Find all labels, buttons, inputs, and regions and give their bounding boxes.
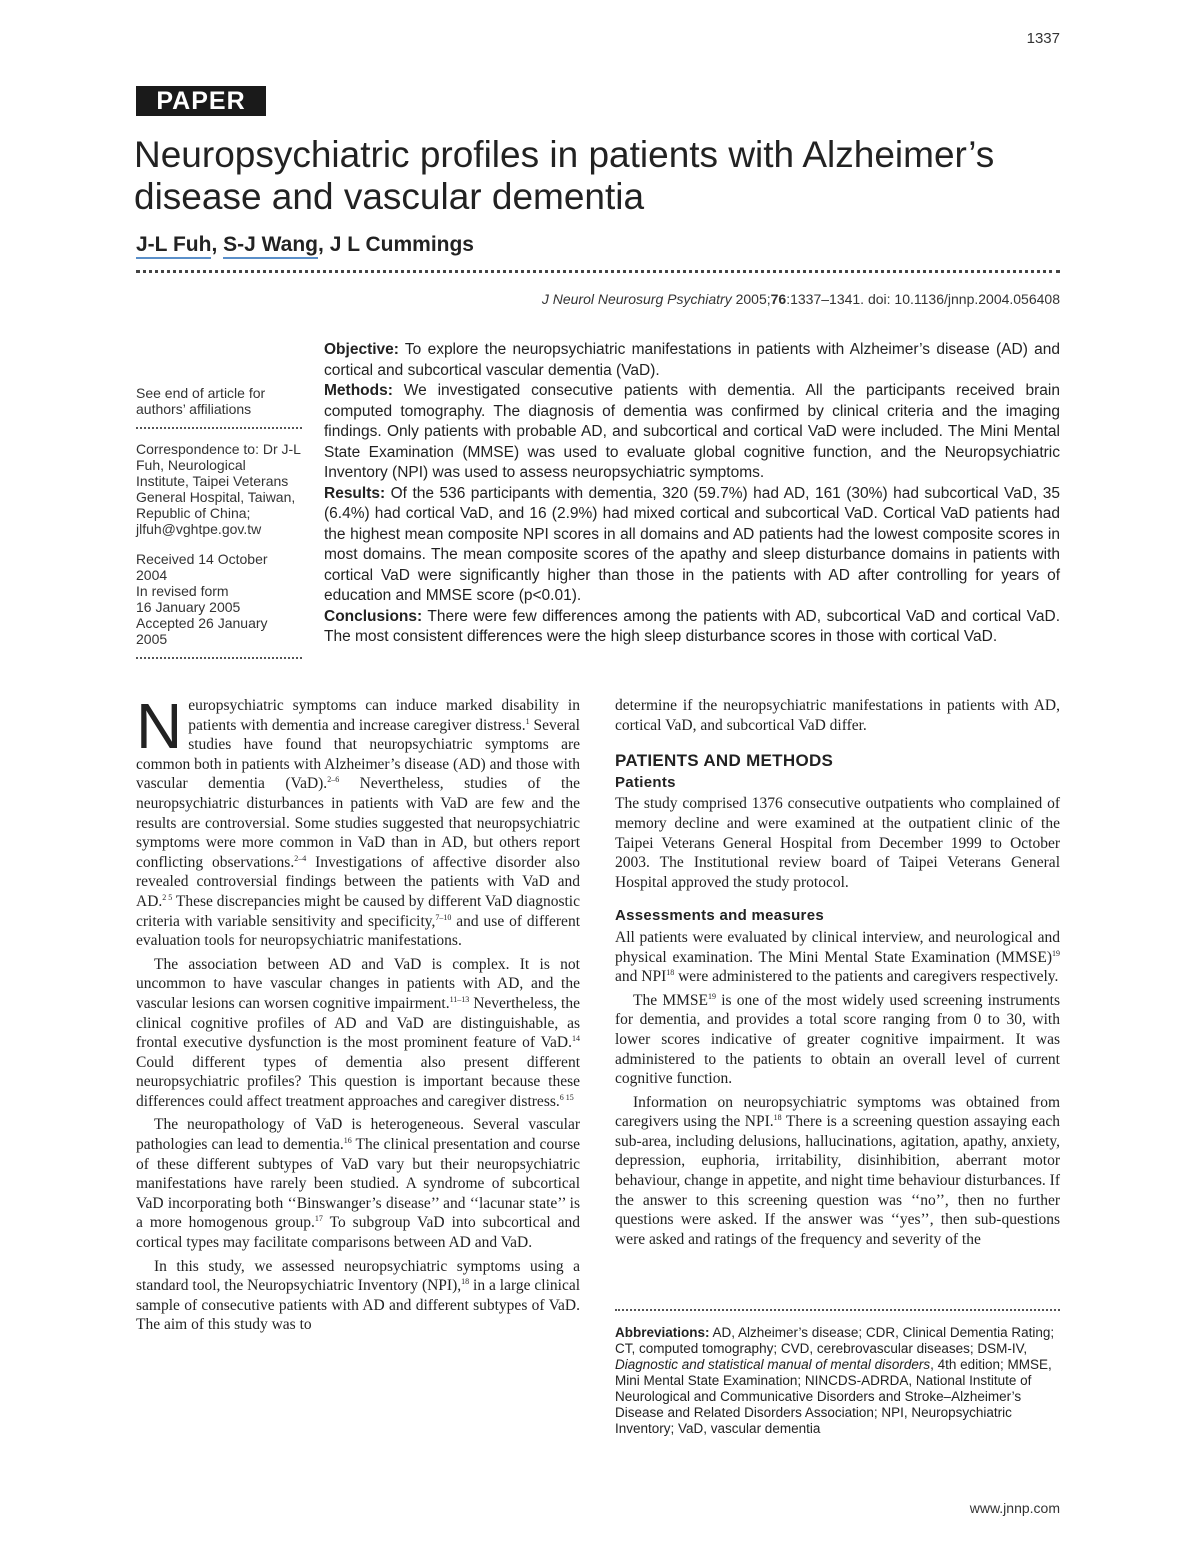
reference-marker: 19: [1052, 948, 1060, 958]
body-paragraph: The study comprised 1376 consecutive outpatients who complained of memory decline and were examined at the outpatient clinic of the Taipei Veterans General Hospital from December 1999 to October 2003. The Institutional review board of Taipei Veterans General Hospital approved the study protocol.: [615, 795, 1060, 891]
body-paragraph: [136, 1257, 580, 1335]
abbreviations-box: [615, 1325, 1060, 1437]
body-paragraph: [136, 955, 580, 1112]
body-column-right: [615, 696, 1060, 1253]
accepted-date: Accepted 26 January 2005: [136, 615, 268, 647]
drop-cap: N: [136, 690, 183, 762]
title-divider: [136, 270, 1060, 273]
reference-marker: 2 5: [162, 892, 173, 902]
text-run: These discrepancies might be caused by different VaD diagnostic criteria with variable sensitivity and specificity,: [136, 892, 580, 930]
section-heading: PATIENTS AND METHODS: [615, 751, 834, 771]
body-paragraph: [136, 1115, 580, 1252]
reference-marker: 18: [666, 967, 675, 977]
page-number: 1337: [1026, 30, 1060, 47]
sidebar: [136, 385, 302, 671]
body-paragraph: [615, 1093, 1060, 1250]
sidebar-divider: [136, 427, 302, 429]
reference-marker: 17: [314, 1214, 323, 1224]
author-separator: ,: [318, 233, 330, 256]
revised-date: 16 January 2005: [136, 599, 241, 615]
body-paragraph: determine if the neuropsychiatric manifestations in patients with AD, cortical VaD, and subcortical VaD differ.: [615, 697, 1060, 734]
author-list: [136, 233, 474, 257]
abstract: [324, 340, 1060, 648]
text-run: In this study, we assessed neuropsychiatric symptoms using a standard tool, the Neuropsychiatric Inventory (NPI),: [136, 1257, 580, 1295]
text-run: To subgroup VaD into subcortical and cortical types may facilitate comparisons between AD and VaD.: [136, 1214, 581, 1252]
abstract-objective-text: To explore the neuropsychiatric manifestations in patients with Alzheimer’s disease (AD) and cortical and subcortical vascular dementia (VaD).: [324, 341, 1060, 379]
author-link-fuh[interactable]: J-L Fuh: [136, 233, 211, 259]
citation-journal: J Neurol Neurosurg Psychiatry: [541, 291, 732, 307]
author-separator: ,: [211, 233, 224, 256]
article-title: Neuropsychiatric profiles in patients with Alzheimer’s disease and vascular dementia: [134, 134, 995, 217]
text-run: Information on neuropsychiatric symptoms was obtained from caregivers using the NPI.: [615, 1093, 1060, 1131]
abstract-methods-label: Methods:: [324, 382, 393, 399]
reference-marker: 6 15: [559, 1092, 574, 1102]
reference-marker: 18: [461, 1277, 470, 1287]
subsection-heading: Assessments and measures: [615, 907, 824, 925]
author-cummings: J L Cummings: [329, 233, 474, 256]
reference-marker: 18: [773, 1113, 782, 1123]
text-run: The clinical presentation and course of these different subtypes of VaD vary but their neuropsychiatric manifestations have rarely been studied. A syndrome of subcortical VaD incorporating both ‘‘Binswanger’s disease’’ and ‘‘lacunar state’’ is a more homogenous group.: [136, 1136, 580, 1232]
abbreviations-label: Abbreviations:: [615, 1325, 710, 1340]
body-paragraph: [136, 690, 580, 951]
text-run: All patients were evaluated by clinical interview, and neurological and physical examination. The Mini Mental State Examination (MMSE): [615, 928, 1060, 966]
reference-marker: 2–6: [327, 775, 340, 785]
body-paragraph: [615, 991, 1060, 1089]
text-run: Nevertheless, studies of the neuropsychiatric disturbances in patients with VaD are few and the results are controversial. Some studies suggested that neuropsychiatric symptoms were more common in VaD than in AD, but others report conflicting observations.: [136, 775, 580, 871]
text-run: were administered to the patients and caregivers respectively.: [674, 968, 1059, 986]
citation-pages-doi: :1337–1341. doi: 10.1136/jnnp.2004.056408: [786, 291, 1060, 307]
text-run: is one of the most widely used screening instruments for dementia, and provides a total score ranging from 0 to 30, with lower scores indicative of greater cognitive impairment. It was administered to the patients to obtain an overall level of current cognitive function.: [615, 991, 1061, 1088]
text-run: europsychiatric symptoms can induce marked disability in patients with dementia and increase caregiver distress.: [188, 697, 580, 734]
author-link-wang[interactable]: S-J Wang: [223, 233, 318, 259]
text-run: There is a screening question assaying each sub-area, including delusions, hallucinations, agitation, apathy, anxiety, depression, euphoria, irritability, disinhibition, aberrant motor behaviour, change in appetite, and night time behaviour disturbances. If the answer to this screening question was ‘‘no’’, then no further questions were asked. If the answer was ‘‘yes’’, then sub-questions were asked and ratings of the frequency and severity of the: [615, 1113, 1060, 1248]
abstract-results: [324, 484, 1060, 607]
reference-marker: 11–13: [449, 994, 470, 1004]
abstract-conclusions: [324, 607, 1060, 648]
text-run: in a large clinical sample of consecutive patients with AD and different subtypes of VaD. The aim of this study was to: [136, 1277, 581, 1334]
text-run: Investigations of affective disorder also revealed controversial findings between the patients with VaD and AD.: [136, 853, 580, 910]
abbreviations-divider: [615, 1309, 1060, 1311]
text-run: The association between AD and VaD is complex. It is not uncommon to have vascular changes in patients with AD, and the vascular lesions can worsen cognitive impairment.: [136, 955, 580, 1012]
abstract-conclusions-text: There were few differences among the patients with AD, subcortical VaD and cortical VaD. The most consistent differences were the high sleep disturbance scores in those with cortical VaD.: [324, 607, 1060, 645]
citation-volume: 76: [770, 291, 787, 307]
text-run-italic: Diagnostic and statistical manual of mental disorders: [615, 1357, 931, 1372]
reference-marker: 2–4: [294, 853, 307, 863]
text-run: AD, Alzheimer’s disease; CDR, Clinical Dementia Rating; CT, computed tomography; CVD, cerebrovascular diseases; DSM-IV,: [615, 1325, 1055, 1356]
received-date: Received 14 October 2004: [136, 551, 268, 583]
text-run: and NPI: [615, 968, 667, 986]
text-run: Several studies have found that neuropsychiatric symptoms are common both in patients with Alzheimer’s disease (AD) and those with vascular dementia (VaD).: [136, 716, 580, 793]
reference-marker: 7–10: [435, 912, 452, 922]
citation: [542, 291, 1060, 307]
abstract-results-text: Of the 536 participants with dementia, 320 (59.7%) had AD, 161 (30%) had subcortical VaD, 35 (6.4%) had cortical VaD, and 16 (2.9%) had mixed cortical and subcortical VaD. Cortical VaD patients had the highest mean composite NPI scores in all domains and AD patients had the lowest composite scores in most domains. The mean composite scores of the apathy and sleep disturbance domains in patients with cortical VaD were significantly higher than those in the patients with AD after controlling for years of education and MMSE score (p<0.01).: [324, 484, 1060, 604]
text-run: The neuropathology of VaD is heterogeneous. Several vascular pathologies can lead to dementia.: [136, 1116, 580, 1154]
reference-marker: 16: [343, 1135, 352, 1145]
reference-marker: 19: [707, 991, 716, 1001]
reference-marker: 1: [525, 716, 530, 726]
text-run: , 4th edition; MMSE, Mini Mental State Examination; NINCDS-ADRDA, National Institute of Neurological and Communicative Disorders and Stroke–Alzheimer’s Disease and Related Disorders Association; NPI, Neuropsychiatric Inventory; VaD, vascular dementia: [615, 1357, 1052, 1436]
revised-label: In revised form: [136, 583, 229, 599]
abstract-methods-text: We investigated consecutive patients with dementia. All the participants received brain computed tomography. The diagnosis of dementia was confirmed by clinical criteria and the imaging findings. Only patients with probable AD, and subcortical and cortical VaD were included. The Mini Mental State Examination (MMSE) was used to evaluate global cognitive function, and the Neuropsychiatric Inventory (NPI) was used to assess neuropsychiatric symptoms.: [324, 382, 1060, 481]
citation-year: 2005;: [731, 291, 771, 307]
body-column-left: [136, 690, 581, 1339]
body-paragraph: [615, 928, 1060, 987]
footer-url[interactable]: www.jnnp.com: [969, 1500, 1060, 1516]
reference-marker: 14: [572, 1033, 580, 1043]
abstract-results-label: Results:: [324, 484, 386, 502]
text-run: and use of different evaluation tools for neuropsychiatric manifestations.: [136, 912, 580, 950]
abstract-objective-label: Objective:: [324, 341, 399, 358]
abstract-objective: [324, 340, 1060, 381]
correspondence: Correspondence to: Dr J-L Fuh, Neurological Institute, Taipei Veterans General Hospital, Taiwan, Republic of China; jlfuh@vghtpe.gov.tw: [136, 441, 301, 537]
text-run: Could different types of dementia also present different neuropsychiatric profiles? This question is important because these differences could affect treatment approaches and caregiver distress.: [136, 1053, 580, 1110]
text-run: The MMSE: [633, 991, 708, 1009]
affiliations-note: See end of article for authors’ affiliations: [136, 385, 266, 417]
sidebar-divider: [136, 657, 302, 659]
subsection-heading: Patients: [615, 773, 676, 791]
section-label: PAPER: [136, 86, 266, 116]
abstract-conclusions-label: Conclusions:: [324, 607, 423, 625]
text-run: Nevertheless, the clinical cognitive profiles of AD and VaD are distinguishable, as frontal executive dysfunction is the most prominent feature of VaD.: [136, 994, 580, 1052]
abstract-methods: [324, 381, 1060, 484]
